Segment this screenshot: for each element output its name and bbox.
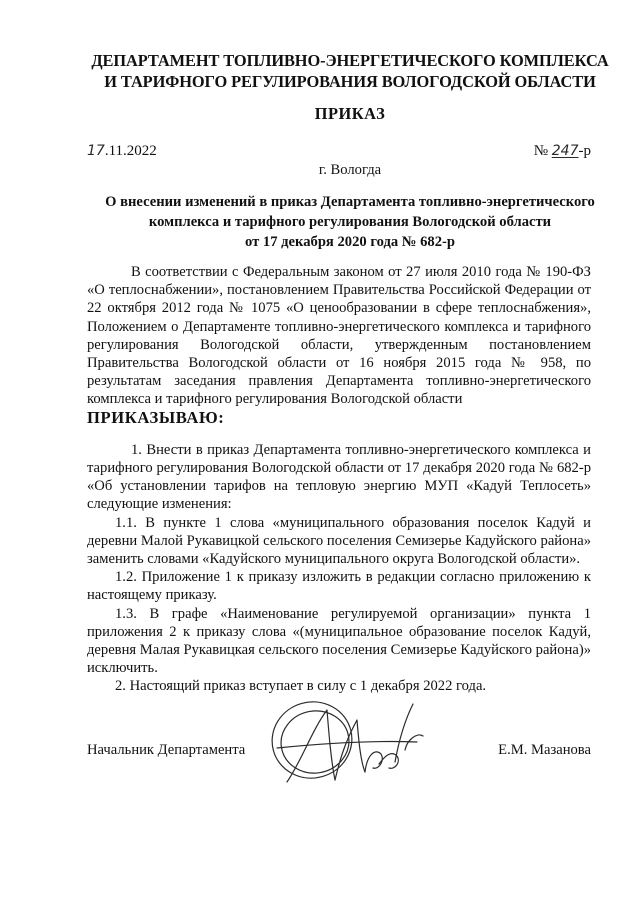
command-word: ПРИКАЗЫВАЮ: [87, 407, 225, 427]
subject-line-2: комплекса и тарифного регулирования Вологодской области [148, 214, 552, 230]
order-subject [80, 192, 620, 252]
date-month-year: .11.2022 [104, 143, 157, 159]
number-prefix: № [533, 143, 552, 159]
number-suffix: -р [578, 143, 591, 159]
signatory-position: Начальник Департамента [87, 742, 246, 758]
preamble-paragraph: В соответствии с Федеральным законом от 27 июля 2010 года № 190-ФЗ «О теплоснабжении», постановлением Правительства Российской Федерации от 22 октября 2012 года № 1075 «О ценообразовании в сфере теплоснабжения», Положением о Департаменте топливно-энергетического комплекса и тарифного регулирования Вологодской области, утвержденным постановлением Правительства Вологодской области от 16 ноября 2015 года № 958, по результатам заседания правления Департамента топливно-энергетического комплекса и тарифного регулирования Вологодской области [87, 264, 591, 408]
department-header-line-1: ДЕПАРТАМЕНТ ТОПЛИВНО-ЭНЕРГЕТИЧЕСКОГО КОМПЛЕКСА [91, 51, 609, 70]
item-1-2: 1.2. Приложение 1 к приказу изложить в редакции согласно приложению к настоящему приказу. [87, 569, 591, 604]
handwritten-signature [257, 690, 427, 795]
order-number [534, 143, 591, 160]
item-1-3: 1.3. В графе «Наименование регулируемой организации» пункта 1 приложения 2 к приказу слова «(муниципальное образование поселок Кадуй, деревня Малая Рукавицкая сельского поселения Семизерье Кадуйского района)» исключить. [87, 605, 591, 677]
item-2: 2. Настоящий приказ вступает в силу с 1 декабря 2022 года. [115, 678, 487, 695]
department-header-line-2: И ТАРИФНОГО РЕГУЛИРОВАНИЯ ВОЛОГОДСКОЙ ОБЛАСТИ [104, 72, 596, 91]
order-body [87, 263, 591, 696]
document-type: ПРИКАЗ [314, 104, 386, 123]
department-header [80, 50, 620, 92]
item-1: 1. Внести в приказ Департамента топливно-энергетического комплекса и тарифного регулирования Вологодской области от 17 декабря 2020 года № 682-р «Об установлении тарифов на тепловую энергию МУП «Кадуй Теплосеть» следующие изменения: [87, 441, 591, 513]
signature-block [87, 690, 591, 800]
city: г. Вологда [318, 162, 382, 178]
subject-line-1: О внесении изменений в приказ Департамента топливно-энергетического [105, 194, 595, 210]
order-date [87, 143, 157, 160]
handwritten-day: 17 [87, 143, 105, 159]
handwritten-number: 247 [551, 143, 579, 159]
item-1-1: 1.1. В пункте 1 слова «муниципального образования поселок Кадуй и деревни Малой Рукавицкой сельского поселения Семизерье Кадуйского района» заменить словами «Кадуйского муниципального округа Вологодской области». [87, 514, 591, 568]
subject-line-3: от 17 декабря 2020 года № 682-р [245, 234, 455, 250]
signatory-name: Е.М. Мазанова [498, 742, 591, 758]
